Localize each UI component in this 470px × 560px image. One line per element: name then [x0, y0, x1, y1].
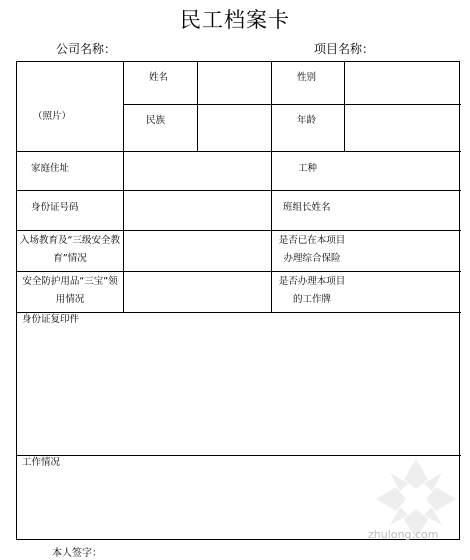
address-label: 家庭住址 [31, 163, 70, 174]
page-title: 民工档案卡 [180, 8, 290, 32]
insurance-label-line1: 是否已在本项目 [278, 235, 346, 246]
col-line [123, 62, 124, 312]
ppe-label [17, 275, 123, 307]
education-label-line1: 入场教育及“三级安全教 [20, 235, 120, 246]
gender-label: 性别 [297, 72, 317, 83]
col-line [197, 62, 198, 151]
row-line [17, 271, 461, 272]
age-label: 年龄 [297, 115, 317, 126]
team-leader-label: 班组长姓名 [283, 202, 331, 213]
row-line [17, 190, 461, 191]
row-line [17, 230, 461, 231]
photo-placeholder: （照片） [33, 111, 72, 122]
insurance-label-line2: 办理综合保险 [283, 253, 341, 264]
signature-label: 本人签字： [52, 548, 102, 559]
badge-label-line2: 的工作牌 [292, 294, 331, 305]
badge-label [271, 275, 353, 307]
ppe-label-line2: 用情况 [55, 294, 85, 305]
row-line [17, 312, 461, 313]
id-copy-label: 身份证复印件 [22, 314, 80, 325]
name-label: 姓名 [149, 72, 169, 83]
education-label [17, 234, 123, 266]
trade-label: 工种 [298, 163, 318, 174]
row-line [124, 104, 461, 105]
insurance-label [271, 234, 353, 266]
watermark-text: zhulong.com [368, 528, 439, 541]
ethnicity-label: 民族 [146, 115, 166, 126]
ppe-label-line1: 安全防护用品“三宝”领 [22, 276, 118, 287]
col-line [344, 62, 345, 151]
education-label-line2: 育”情况 [53, 253, 87, 264]
badge-label-line1: 是否办理本项目 [278, 276, 346, 287]
project-name-label: 项目名称： [314, 42, 375, 56]
company-name-label: 公司名称： [56, 42, 117, 56]
work-status-label: 工作情况 [22, 457, 61, 468]
id-number-label: 身份证号码 [31, 202, 79, 213]
row-line [17, 151, 461, 152]
